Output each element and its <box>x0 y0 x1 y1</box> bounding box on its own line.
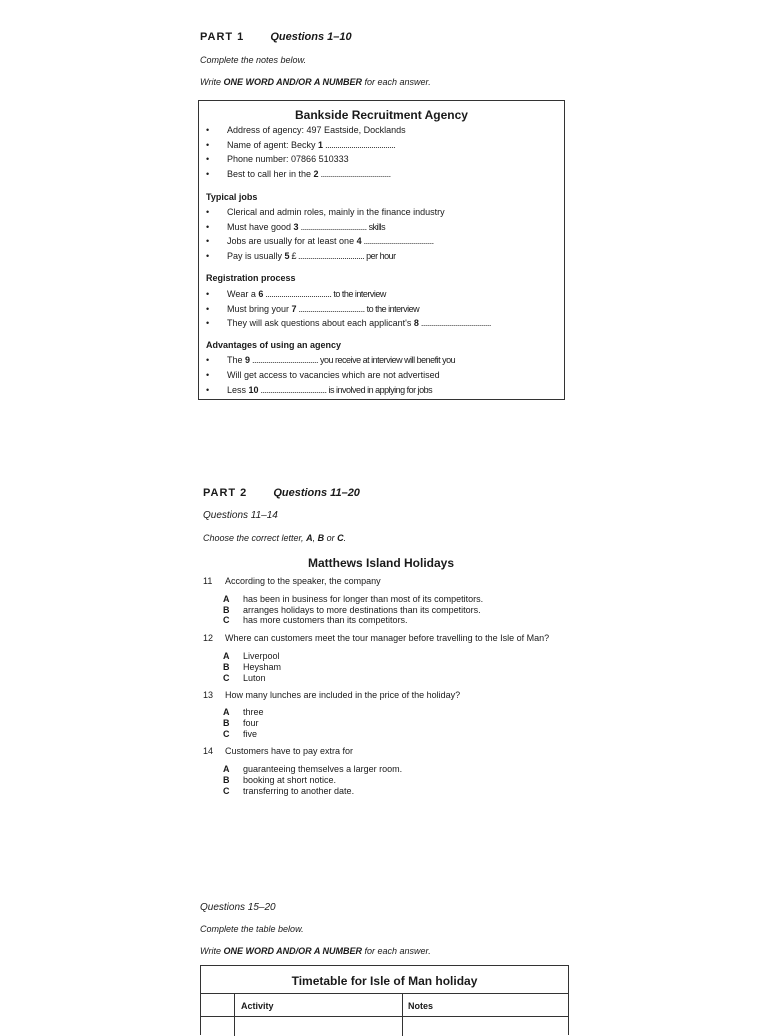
note-item: • Address of agency: 497 Eastside, Docklands <box>206 125 406 135</box>
note-item: • Wear a 6 ................................. to the interview <box>206 289 386 299</box>
part2-sub-questions-label: Questions 11–14 <box>203 510 278 521</box>
option-11c: C has more customers than its competitors. <box>223 615 408 625</box>
part1-heading <box>200 31 352 43</box>
option-14a: A guaranteeing themselves a larger room. <box>223 764 403 774</box>
note-item: • Must bring your 7 ................................. to the interview <box>206 304 420 314</box>
part1-instruction-complete: Complete the notes below. <box>200 55 307 65</box>
note-item: • They will ask questions about each applicant's 8 ................................... <box>206 318 491 328</box>
notes-title: Bankside Recruitment Agency <box>295 108 468 122</box>
option-13a: A three <box>223 707 264 717</box>
note-item: • The 9 ................................. you receive at interview will benefit you <box>206 355 456 365</box>
question-11: 11 According to the speaker, the company <box>203 576 381 586</box>
timetable-title: Timetable for Isle of Man holiday <box>291 974 478 988</box>
table-header-activity: Activity <box>241 1001 274 1011</box>
part2-title: Matthews Island Holidays <box>308 556 455 570</box>
part2-sub-questions-label-2: Questions 15–20 <box>200 902 276 913</box>
note-item: • Jobs are usually for at least one 4 ................................... <box>206 236 434 246</box>
note-item: • Clerical and admin roles, mainly in the finance industry <box>206 207 445 217</box>
note-item: • Must have good 3 ................................. skills <box>206 222 386 232</box>
part2-choose-instruction: Choose the correct letter, A, B or C. <box>203 533 347 543</box>
option-11b: B arranges holidays to more destinations than its competitors. <box>223 605 481 615</box>
section-title-registration: Registration process <box>206 273 296 283</box>
option-13c: C five <box>223 729 258 739</box>
table-instruction-write: Write ONE WORD AND/OR A NUMBER for each answer. <box>200 946 431 956</box>
part1-label: PART 1 <box>200 31 245 43</box>
notes-box <box>198 100 565 400</box>
option-12a: A Liverpool <box>223 651 280 661</box>
part2-questions-range: Questions 11–20 <box>273 487 360 499</box>
option-13b: B four <box>223 718 259 728</box>
note-item: • Less 10 ................................. is involved in applying for jobs <box>206 385 433 395</box>
option-14c: C transferring to another date. <box>223 786 355 796</box>
table-rule <box>201 993 568 994</box>
table-col-divider <box>234 993 235 1036</box>
table-col-divider <box>402 993 403 1036</box>
part1-instruction-write: Write ONE WORD AND/OR A NUMBER for each answer. <box>200 77 431 87</box>
section-title-typical-jobs: Typical jobs <box>206 192 258 202</box>
option-14b: B booking at short notice. <box>223 775 337 785</box>
question-13: 13 How many lunches are included in the price of the holiday? <box>203 690 461 700</box>
note-item: • Phone number: 07866 510333 <box>206 154 349 164</box>
section-title-advantages: Advantages of using an agency <box>206 340 342 350</box>
part1-questions-range: Questions 1–10 <box>270 31 352 43</box>
note-item: • Will get access to vacancies which are not advertised <box>206 370 440 380</box>
table-header-notes: Notes <box>408 1001 434 1011</box>
option-12c: C Luton <box>223 673 266 683</box>
part2-label: PART 2 <box>203 487 248 499</box>
note-item: • Pay is usually 5 £ ................................. per hour <box>206 251 396 261</box>
part2-heading <box>203 487 360 499</box>
option-11a: A has been in business for longer than most of its competitors. <box>223 594 484 604</box>
note-item: • Best to call her in the 2 ................................... <box>206 169 391 179</box>
note-item: • Name of agent: Becky 1 ................................... <box>206 140 396 150</box>
table-rule <box>201 1016 568 1017</box>
question-14: 14 Customers have to pay extra for <box>203 746 354 756</box>
option-12b: B Heysham <box>223 662 282 672</box>
question-12: 12 Where can customers meet the tour manager before travelling to the Isle of Man? <box>203 633 550 643</box>
table-instruction-complete: Complete the table below. <box>200 924 304 934</box>
timetable-table <box>200 965 569 1035</box>
